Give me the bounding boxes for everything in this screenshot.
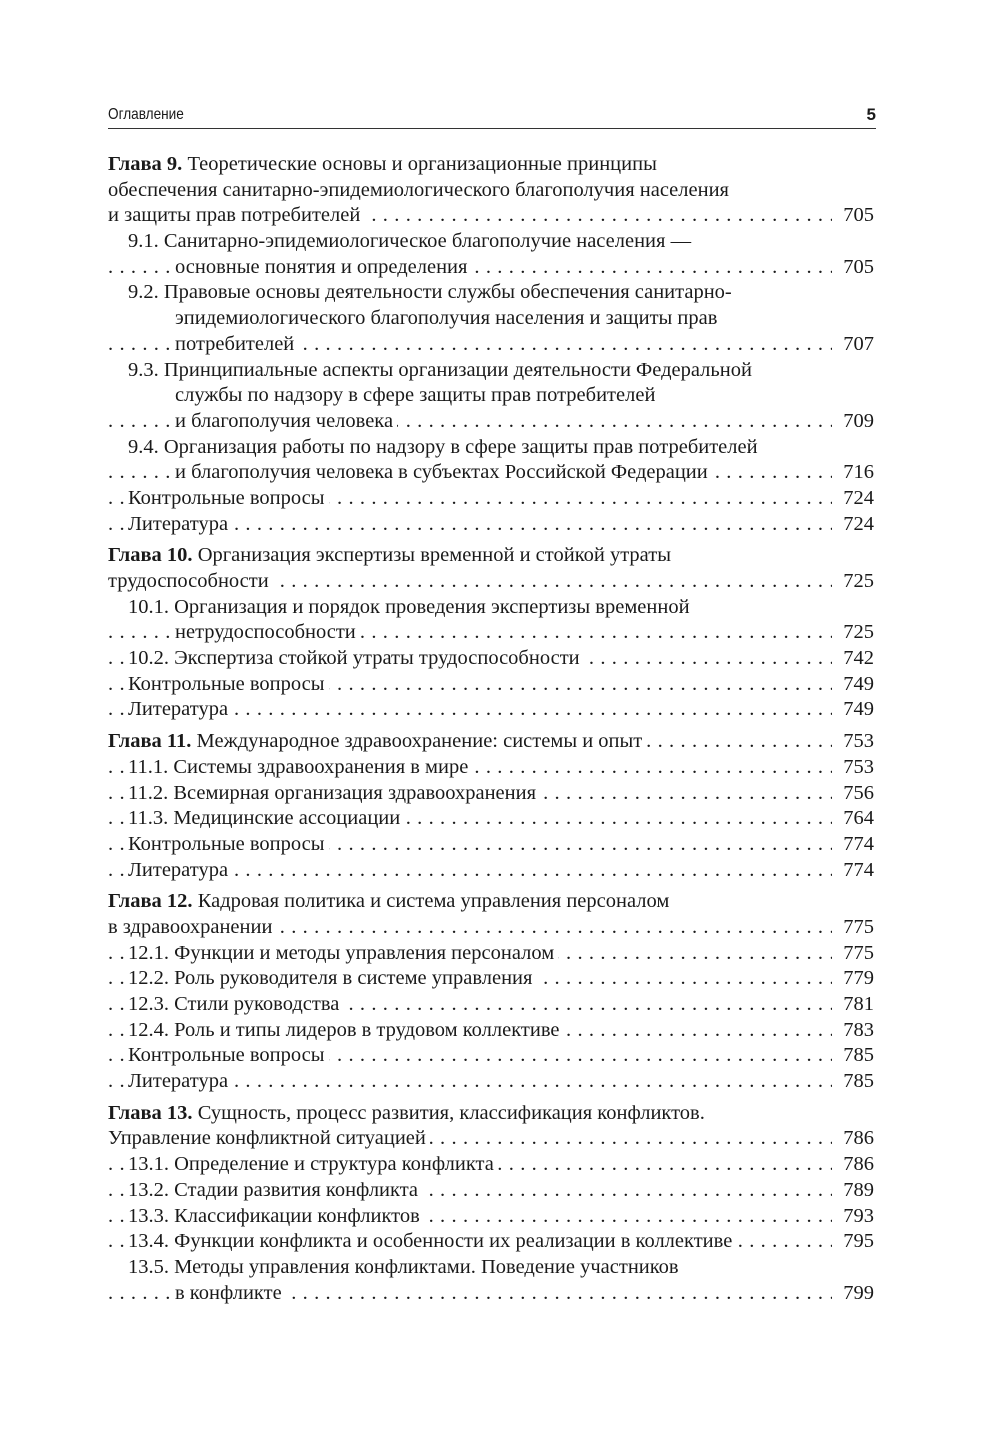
toc-entry-text [128,1019,564,1041]
toc-entry-text [128,1205,424,1227]
section-title: потребителей [175,332,295,355]
toc-entry-text [108,1127,430,1149]
toc-page-number: 705 [837,255,874,281]
chapter-title: Управление конфликтной ситуацией [108,1127,426,1150]
section-number: 9.2. [128,281,159,304]
toc-entry-text [128,1179,422,1201]
toc-page-number: 709 [837,409,874,435]
section-number: 9.4. [128,435,159,458]
toc-section-line[interactable] [108,460,874,486]
section-number: 12.3. [128,993,169,1015]
toc-chapter-line [108,889,874,915]
toc-chapter-line[interactable] [108,915,874,941]
toc-entry-text [108,890,673,912]
section-title: Всемирная организация здравоохранения [173,781,537,804]
section-title: Функции и методы управления персоналом [174,941,555,964]
toc-chapter [108,543,874,723]
toc-page-number: 775 [837,941,874,967]
chapter-title: трудоспособности [108,570,269,592]
toc-entry-text [128,281,736,303]
toc-section-line[interactable] [108,486,874,512]
toc-section-line[interactable] [108,755,874,781]
toc-section-line [108,383,874,409]
toc-page-number: 779 [837,966,874,992]
toc-entry-text [128,647,584,669]
toc-entry-text [175,333,298,355]
toc-section-line [108,595,874,621]
section-title: в конфликте [175,1281,282,1304]
toc-entry-text [128,1153,498,1175]
toc-page-number: 775 [837,915,874,941]
section-title: Санитарно-эпидемиологическое благополучие населения — [163,230,692,253]
toc-section-line[interactable] [108,1229,874,1255]
section-title: Классификации конфликтов [174,1204,420,1227]
section-number: 13.5. [128,1255,169,1278]
toc-chapter-line[interactable] [108,729,874,755]
toc-chapter-line [108,178,874,204]
toc-page-number: 742 [837,646,874,672]
section-number: 9.1. [128,230,159,253]
toc-entry-text [108,916,276,938]
toc-chapter [108,1101,874,1307]
section-title: Организация и порядок проведения экспертизы временной [174,595,690,618]
toc-chapter [108,729,874,883]
toc-entry-text [128,698,232,720]
toc-page-number: 725 [837,569,874,595]
toc-section-line [108,1255,874,1281]
section-number: 13.2. [128,1178,169,1201]
toc-entry-text [175,461,712,483]
section-title: Организация работы по надзору в сфере защиты прав потребителей [163,435,758,458]
toc-section-line[interactable] [108,992,874,1018]
toc-section-line[interactable] [108,1018,874,1044]
chapter-label: Глава 12. [108,890,193,913]
section-title: Принципиальные аспекты организации деятельности Федеральной [163,358,752,381]
toc-page-number: 749 [837,697,874,723]
chapter-title: в здравоохранении [108,915,273,938]
section-number: 12.1. [128,941,169,964]
chapter-title: обеспечения санитарно-эпидемиологического благополучия населения [108,178,729,201]
toc-entry-text [128,807,404,829]
toc-chapter-line[interactable] [108,1126,874,1152]
section-title: Системы здравоохранения в мире [173,755,469,778]
toc-section-line[interactable] [108,672,874,698]
section-number: 13.1. [128,1153,169,1176]
toc-entry-text [128,993,343,1015]
chapter-label: Глава 11. [108,730,192,753]
section-title: Контрольные вопросы [128,672,325,695]
section-title: Контрольные вопросы [128,832,325,855]
chapter-title: Международное здравоохранение: системы и опыт [196,730,643,753]
toc-page-number: 725 [837,620,874,646]
toc-chapter-line[interactable] [108,569,874,595]
section-title: Литература [128,698,229,721]
toc-section-line[interactable] [108,512,874,538]
toc-page-number: 753 [837,729,874,755]
toc-entry-text [108,570,273,592]
chapter-title: Сущность, процесс развития, классификация конфликтов. [197,1101,705,1124]
toc-entry-text [108,730,646,752]
table-of-contents [108,152,874,1312]
toc-section-line[interactable] [108,941,874,967]
toc-page-number: 724 [837,512,874,538]
toc-entry-text [128,833,329,855]
toc-page-number: 786 [837,1126,874,1152]
section-number: 13.3. [128,1204,169,1227]
chapter-title: Кадровая политика и система управления персоналом [197,890,670,913]
section-number: 11.3. [128,807,169,830]
section-title: нетрудоспособности [175,621,356,644]
toc-page-number: 716 [837,460,874,486]
toc-entry-text [108,544,675,566]
toc-entry-text [175,307,721,329]
section-title: Правовые основы деятельности службы обеспечения санитарно- [163,281,732,304]
section-title: Литература [128,512,229,535]
toc-chapter [108,889,874,1095]
toc-page-number: 793 [837,1204,874,1230]
toc-section-line[interactable] [108,620,874,646]
section-number: 9.3. [128,358,159,381]
toc-page-number: 774 [837,832,874,858]
toc-section-line [108,306,874,332]
section-number: 10.1. [128,595,169,618]
toc-entry-text [128,513,232,535]
toc-chapter-line [108,1101,874,1127]
chapter-label: Глава 13. [108,1101,193,1124]
section-number: 12.4. [128,1018,169,1041]
toc-page-number: 781 [837,992,874,1018]
section-title: Медицинские ассоциации [173,807,401,830]
section-title: Стили руководства [174,993,340,1015]
toc-section-line[interactable] [108,1281,874,1307]
toc-section-line[interactable] [108,697,874,723]
toc-section-line [108,229,874,255]
toc-section-line [108,358,874,384]
section-number: 11.1. [128,755,169,778]
toc-section-line[interactable] [108,255,874,281]
chapter-title: Организация экспертизы временной и стойкой утраты [197,544,671,567]
toc-page-number: 795 [837,1229,874,1255]
chapter-label: Глава 9. [108,153,183,175]
toc-entry-text [175,256,471,278]
toc-section-line[interactable] [108,1069,874,1095]
toc-entry-text [128,230,695,252]
toc-section-line [108,435,874,461]
section-title: Методы управления конфликтами. Поведение участников [174,1255,679,1278]
toc-chapter-line[interactable] [108,203,874,229]
section-title: Контрольные вопросы [128,486,325,509]
toc-section-line[interactable] [108,332,874,358]
toc-entry-text [128,436,762,458]
toc-entry-text [175,410,397,432]
toc-entry-text [175,1282,286,1304]
toc-page-number: 785 [837,1043,874,1069]
section-title: и благополучия человека [175,409,394,432]
section-number: 10.2. [128,647,169,670]
toc-entry-text [128,967,536,989]
toc-entry-text [128,359,756,381]
section-title: Стадии развития конфликта [174,1178,419,1201]
toc-section-line[interactable] [108,1204,874,1230]
section-title: Роль и типы лидеров в трудовом коллективе [174,1018,560,1041]
toc-entry-text [128,1230,736,1252]
toc-entry-text [108,153,661,175]
toc-page-number: 764 [837,806,874,832]
toc-section-line[interactable] [108,1043,874,1069]
toc-section-line[interactable] [108,646,874,672]
page-number: 5 [866,105,876,124]
toc-entry-text [128,942,558,964]
toc-page-number: 799 [837,1281,874,1307]
toc-chapter [108,152,874,537]
toc-page-number: 724 [837,486,874,512]
toc-chapter-line [108,152,874,178]
chapter-label: Глава 10. [108,544,193,567]
section-number: 13.4. [128,1230,169,1253]
section-number: 11.2. [128,781,169,804]
toc-page-number: 749 [837,672,874,698]
section-number: 12.2. [128,967,169,990]
toc-entry-text [128,1256,683,1278]
toc-page-number: 786 [837,1152,874,1178]
toc-entry-text [128,487,329,509]
toc-page-number: 753 [837,755,874,781]
toc-section-line[interactable] [108,806,874,832]
toc-page-number: 705 [837,203,874,229]
section-title: Экспертиза стойкой утраты трудоспособности [174,647,580,670]
toc-section-line[interactable] [108,858,874,884]
toc-page-number: 774 [837,858,874,884]
toc-chapter-line [108,543,874,569]
toc-section-line[interactable] [108,832,874,858]
running-header [108,104,876,129]
section-title: эпидемиологического благополучия населения и защиты прав [175,307,718,330]
toc-entry-text [108,1102,709,1124]
toc-section-line[interactable] [108,1152,874,1178]
toc-entry-text [128,673,329,695]
toc-entry-text [175,621,360,643]
toc-entry-text [108,179,733,201]
toc-page-number: 789 [837,1178,874,1204]
toc-entry-text [128,1044,329,1066]
section-title: Функции конфликта и особенности их реализации в коллективе [174,1230,733,1253]
toc-entry-text [128,782,540,804]
toc-section-line[interactable] [108,781,874,807]
running-header-title: Оглавление [108,106,184,123]
chapter-title: и защиты прав потребителей [108,204,361,227]
section-title: Контрольные вопросы [128,1044,325,1067]
toc-entry-text [128,1070,232,1092]
toc-section-line[interactable] [108,966,874,992]
section-title: и благополучия человека в субъектах Российской Федерации [175,461,708,484]
section-title: Определение и структура конфликта [174,1153,494,1176]
toc-page-number: 783 [837,1018,874,1044]
toc-page-number: 707 [837,332,874,358]
toc-page-number: 785 [837,1069,874,1095]
section-title: основные понятия и определения [175,255,468,278]
toc-entry-text [128,596,694,618]
toc-section-line [108,280,874,306]
toc-section-line[interactable] [108,1178,874,1204]
toc-section-line[interactable] [108,409,874,435]
toc-entry-text [175,384,659,406]
toc-entry-text [128,756,472,778]
section-title: Литература [128,1070,229,1093]
toc-entry-text [128,859,232,881]
toc-page-number: 756 [837,781,874,807]
chapter-title: Теоретические основы и организационные принципы [187,153,657,175]
section-title: Роль руководителя в системе управления [174,967,533,990]
section-title: Литература [128,858,229,881]
toc-entry-text [108,204,364,226]
section-title: службы по надзору в сфере защиты прав потребителей [175,384,656,407]
